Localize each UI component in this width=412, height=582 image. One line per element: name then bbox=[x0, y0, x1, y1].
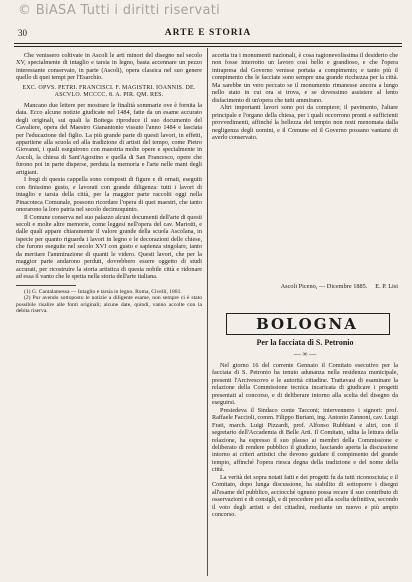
left-paragraph: Che venissero coltivate in Ascoli le arti minori del disegno nel secolo XV, specialmente di intaglio e tarsia in legno, basta accennare un pezzo interessante conservato, in parte (Ascoli), opera classica nel suo genere quello di quei tempi per l'Esarchio. bbox=[16, 52, 202, 82]
right-paragraph: La verità dei sopra notati fatti e dei progetti fu da tutti riconosciuta; e il Comitato, dopo lunga discussione, ha stabilito di sottoporre i disegni all'esame del pubblico, acciocché ognuno possa recare il suo contributo di osservazioni e di consigli, e di procedere poi alla scelta definitiva, secondo il voto degli artisti e dei cittadini, mediante un nuovo e più ampio concorso. bbox=[212, 473, 398, 519]
inscription: EXC. OPVS. PETRI. FRANCISCI. F. MAGISTRI. IOANNIS. DE. ASCVLO. MCCCC. 8. A. PIR. QM. RES. bbox=[22, 84, 196, 99]
right-paragraph: Presiedeva il Sindaco conte Tacconi; intervennero i signori: prof. Raffaele Faccioli, comm. Filippo Buriani, ing. Antonio Zannoni, cav. Luigi Frati, march. Luigi Pizzardi, prof. Alfonso Rubbiani e altri, con il segretario dell'Accademia di Belle Arti. Il Comitato, udita la lettura della relazione, ha espresso il suo plauso ai membri della Commissione e deliberato di rendere pubblico il giudizio, lasciando aperta la discussione intorno ai criteri artistici che devono guidare il compimento del grande tempio, affinché l'opera riesca degna della tradizione e del nome della città. bbox=[212, 406, 398, 474]
ornament-divider: — ∞ — bbox=[293, 350, 317, 358]
footnote: (2) Pur avendo sottoposto le notizie a diligente esame, non sempre ci è stato possibile risalire alle fonti originali; alcune date, quindi, vanno accolte con la debita riserva. bbox=[16, 295, 202, 315]
right-column-top bbox=[212, 52, 398, 141]
footnote-rule bbox=[16, 285, 76, 286]
footnotes bbox=[16, 289, 202, 315]
right-paragraph: Nel giorno 16 del corrente Gennaio il Comitato esecutivo per la facciata di S. Petronio ha tenuto adunanza nella residenza municipale, presenti l'Arcivescovo e le autorità cittadine. Trattavasi di esaminare la relazione della Commissione tecnica incaricata di giudicare i progetti presentati al concorso, e di deliberare intorno alla scelta del disegno da eseguirsi. bbox=[212, 362, 398, 407]
page-number: 30 bbox=[18, 28, 27, 38]
right-paragraph: accetta tra i monumenti nazionali, è cosa ragionevolissima il desiderio che non fosse interrotto un lavoro così bello e grandioso, e che l'opera intrapresa dal Governo venisse portata a compimento; e tanto più il compimento che le facciate sono sempre una grande ricchezza per la città. Ma sarebbe un vero peccato se il monumento rimanesse ancora a lungo nello stato in cui ora si trova, e se dovessimo assistere al lento disfacimento di un'opera che tutti ammirano. bbox=[212, 52, 398, 104]
header-rule-double bbox=[14, 46, 402, 47]
section-subtitle: Per la facciata di S. Petronio bbox=[256, 338, 354, 347]
running-title: ARTE E STORIA bbox=[164, 28, 252, 38]
header-rule bbox=[14, 43, 402, 44]
left-paragraph: I fregi di questa cappella sono composti di figure e di ornati, eseguiti con finissimo gusto, e lavorati con grande diligenza: tutti i lavori di intaglio e tarsia della città, per la maggior parte raccolti oggi nella Pinacoteca Comunale, possono ricordare l'opera di quei maestri, che tanto onorarono la loro patria nel secolo decimoquinto. bbox=[16, 176, 202, 214]
right-column-bottom bbox=[212, 362, 398, 519]
left-paragraph: Mancano due lettere per mostrare le finalità sommarie ove è fornita la data. Ecco alcune notizie giudicate nel 1484, fatte da un esame accurato degli originali, sui quali la Bottega riproduce il suo documento del Cavaliere, opera del Maestro Gianantonio vissuto l'anno 1484 e lasciata per l'educazione del figlio. La più grande parte di questi lavori, in effetti, appartiene alla scuola ed alla tradizione di artisti del tempo, come Pietro Giovanni, i quali eseguirono con maestria molte opere e specialmente in Ascoli, la chiesa di Sant'Agostino e quella di San Francesco, opere che furono poi in parte disperse, perduta la memoria e l'arte nelle mani degli artigiani. bbox=[16, 101, 202, 176]
right-paragraph: Altri importanti lavori sono poi da compiere; il pavimento, l'altare principale e l'organo della chiesa, per i quali occorrono pronti e sufficienti provvedimenti, affinché la bellezza del tempio non resti menomata dalla negligenza degli uomini, e il Comune ed il Governo possano vantarsi di averlo conservato. bbox=[212, 104, 398, 141]
watermark: © BiASA Tutti i diritti riservati bbox=[18, 3, 221, 18]
signature-place-date: Ascoli Piceno, — Dicembre 1885. bbox=[280, 283, 368, 290]
left-paragraph: Il Comune conserva nel suo palazzo alcuni documenti dell'arte di questi secoli e molte altre memorie, come leggesi nell'opera del cav. Mariotti, e dalle quali appare chiaramente il valore grande della scuola Ascolana, in ispecie per quanto riguarda i lavori in legno e le decorazioni delle chiese, che furono eseguite nel secolo XVI con gusto e sapienza singolare, tanto da meritare l'ammirazione di quanti le videro. Questi lavori, che per la maggior parte andarono perduti, dovrebbero essere oggetto di studi accurati, per ricostruire la storia artistica di questa nobile città e ridonare ad essa il vanto che le spetta nella storia dell'arte italiana. bbox=[16, 213, 202, 281]
signature-initials: E. P. Lisi bbox=[375, 283, 398, 290]
column-divider bbox=[207, 48, 208, 576]
section-title: BOLOGNA bbox=[256, 315, 358, 333]
signature-block bbox=[212, 283, 398, 290]
left-column bbox=[16, 52, 202, 315]
page-header bbox=[14, 28, 402, 40]
footnote: (1) G. Cantalamessa — Intaglio e tarsia in legno. Roma, Civelli, 1881. bbox=[24, 288, 182, 295]
